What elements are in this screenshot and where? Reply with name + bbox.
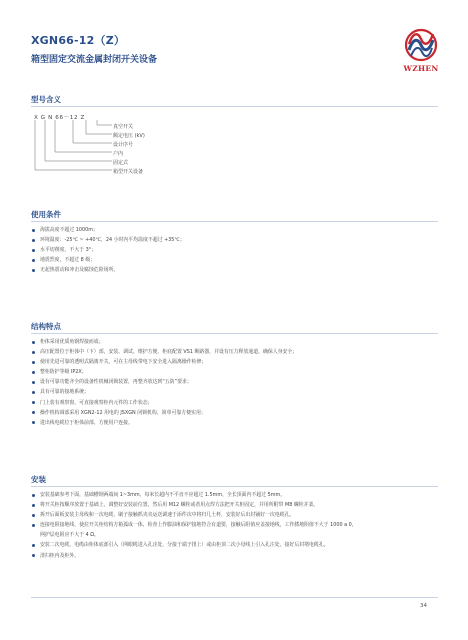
list-item: 将开关柜按顺序放置于基础上，调整好安装前位置，然后用 M12 螺栓或者用点焊方法把开关柜固定，并用所附带 M8 螺栓并柔。 bbox=[31, 500, 357, 510]
model-label: 箱型开关设备 bbox=[113, 169, 144, 175]
features-list bbox=[31, 337, 297, 428]
list-item: 无起热震动和冲击及腐蚀危险场所。 bbox=[31, 265, 185, 275]
list-item: 操作机构调部采用 XGN2-12 用电的 JSXGN 闭锁机构，简单可靠方便实用； bbox=[31, 408, 297, 418]
list-item: 具有可靠的接地系统； bbox=[31, 387, 297, 397]
model-label: 真空开关 bbox=[113, 124, 134, 130]
model-label: 户内 bbox=[113, 151, 124, 157]
section-divider bbox=[31, 106, 438, 107]
list-item: 水平切削度，不大于 3°； bbox=[31, 245, 185, 255]
conditions-list bbox=[31, 225, 185, 275]
logo-wordmark: WZHEN bbox=[403, 64, 439, 73]
page-number: 34 bbox=[420, 603, 427, 609]
model-tree-lines bbox=[34, 120, 114, 182]
page-header bbox=[31, 32, 157, 65]
company-logo bbox=[396, 28, 446, 76]
section-divider bbox=[31, 221, 438, 222]
list-item: 环境温度：-25℃ ~ +40℃，24 小时内平均温度不超过 +35℃； bbox=[31, 235, 185, 245]
list-item: 清扫柜内及柜外。 bbox=[31, 551, 357, 561]
model-label: 额定电压 (kV) bbox=[113, 133, 145, 139]
install-list bbox=[31, 490, 357, 561]
list-item: 使用先进可靠的透明式隔离开关，可在主母线带电下安全进入隔离操作检修； bbox=[31, 357, 297, 367]
list-item: 进出线电缆位于柜体前部，方便用户连接。 bbox=[31, 418, 297, 428]
section-title: 安装 bbox=[31, 475, 46, 484]
section-divider bbox=[31, 333, 438, 334]
section-divider bbox=[31, 486, 438, 487]
list-item: 整柜防护等级 IP2X； bbox=[31, 367, 297, 377]
list-item: 地震烈度，不超过 8 级； bbox=[31, 255, 185, 265]
logo-emblem-icon bbox=[396, 28, 446, 64]
list-item: 安装二次电缆，电缆由柜体底部引入（网眼缆进入孔洼处，分接于端子排上）或由柜顶二次小母线上引入孔注处，接好后封堵电缆孔。 bbox=[31, 540, 357, 550]
list-item: 拆开后面板安装主母线和一次电缆，刷子接触抓夹夹运送调速于添件次中将归几土杯，安装好后出封铺好一次电缆孔。 bbox=[31, 510, 357, 520]
list-item: 柜体采用优质角钢焊接而成； bbox=[31, 337, 297, 347]
section-title: 使用条件 bbox=[31, 210, 61, 219]
list-item: 海拔高度不超过 1000m； bbox=[31, 225, 185, 235]
list-item-line: 网护层电阻应不大于 4 Ω。 bbox=[40, 532, 99, 539]
install-section-heading bbox=[31, 474, 46, 485]
list-item: 设有可靠功能齐全的设备性机械闭锁装置，再整齐放达到“五防”要求； bbox=[31, 377, 297, 387]
section-title: 型号含义 bbox=[31, 95, 61, 104]
conditions-section-heading bbox=[31, 209, 61, 220]
list-item: 门上装有观察窗，可直接观察柜内元件的工作状态； bbox=[31, 398, 297, 408]
features-section-heading bbox=[31, 321, 61, 332]
page-title: XGN66-12（Z） bbox=[31, 34, 126, 47]
model-label: 固定式 bbox=[113, 160, 129, 166]
model-label: 设计序号 bbox=[113, 142, 134, 148]
page-subtitle: 箱型固定交流金属封闭开关设备 bbox=[31, 55, 158, 65]
list-item bbox=[31, 520, 357, 540]
footer-divider bbox=[31, 597, 438, 598]
model-code: X G N 66－12 Z bbox=[34, 115, 85, 121]
section-title: 结构特点 bbox=[31, 322, 61, 331]
list-item: 高压配置位于柜体中（下）部，安装、调试、维护方便，柜底配置 VS1 断路器，并设有压力释放通道，确保人身安全； bbox=[31, 347, 297, 357]
list-item-line: 连接电阻接地线，使拉开关柜结构方箱孤成一体，检查上作膨油和保护接地符合有道要，接触后阻值应盖接地线，工作膝地阻值不大于 1000 a 0， bbox=[40, 522, 357, 529]
list-item: 安装基础参考下面，基础槽钢两端间 1~3mm，每米长超内不平直不应超过 1.5mm，全长顶面内不超过 5mm。 bbox=[31, 490, 357, 500]
model-section-heading bbox=[31, 94, 61, 105]
